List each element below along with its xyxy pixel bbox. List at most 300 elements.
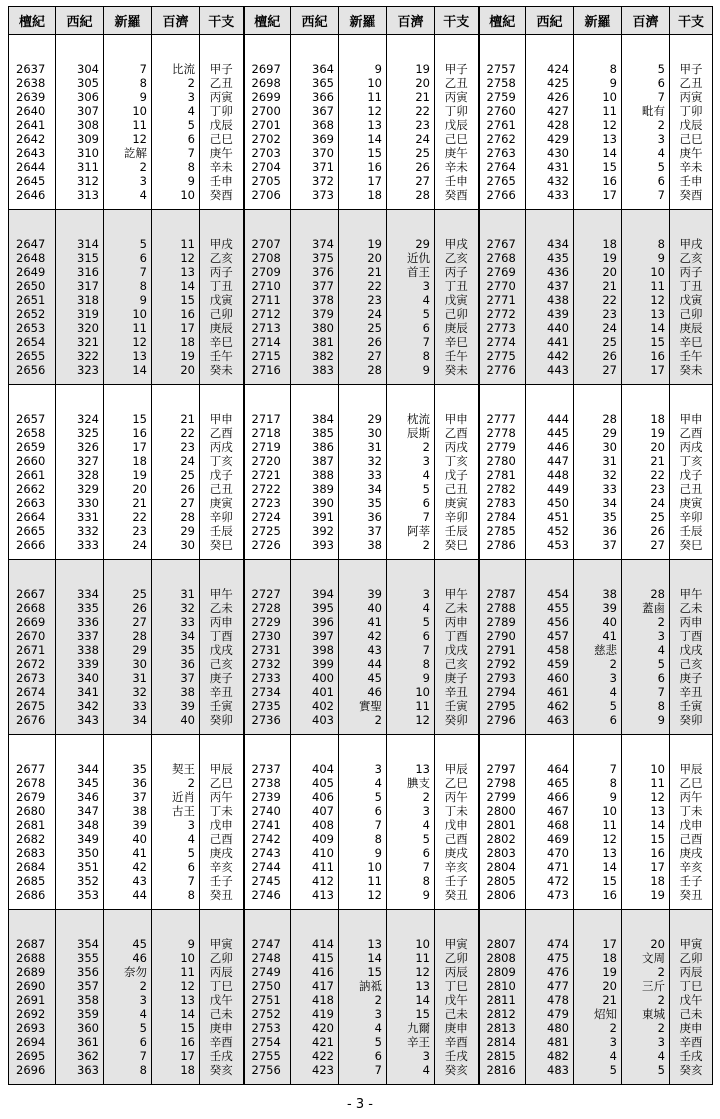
table-cell: 4	[152, 832, 200, 846]
table-row	[9, 188, 713, 202]
table-cell: 10	[152, 951, 200, 965]
table-cell: 10	[574, 804, 622, 818]
table-cell: 21	[339, 265, 387, 279]
table-cell: 2812	[479, 1007, 526, 1021]
table-cell: 2702	[244, 132, 291, 146]
table-cell: 蓋鹵	[622, 601, 670, 615]
table-cell: 24	[339, 307, 387, 321]
page-number: - 3 -	[347, 1097, 373, 1112]
table-cell: 甲辰	[670, 762, 713, 776]
table-cell: 2641	[9, 118, 56, 132]
table-cell: 406	[291, 790, 339, 804]
table-cell: 丁丑	[435, 279, 479, 293]
table-cell: 己丑	[670, 482, 713, 496]
table-cell: 452	[526, 524, 574, 538]
table-cell: 336	[56, 615, 104, 629]
table-cell: 2653	[9, 321, 56, 335]
table-cell: 381	[291, 335, 339, 349]
table-cell: 13	[387, 762, 435, 776]
table-cell: 28	[339, 363, 387, 377]
table-cell: 三斤	[622, 979, 670, 993]
table-cell: 400	[291, 671, 339, 685]
table-cell: 2645	[9, 174, 56, 188]
table-row	[9, 349, 713, 363]
table-cell: 2689	[9, 965, 56, 979]
table-cell: 317	[56, 279, 104, 293]
table-cell: 18	[339, 188, 387, 202]
table-cell: 367	[291, 104, 339, 118]
table-cell: 28	[574, 412, 622, 426]
table-cell: 2691	[9, 993, 56, 1007]
table-row	[9, 601, 713, 615]
table-cell: 2	[387, 538, 435, 552]
table-cell: 12	[387, 713, 435, 727]
table-cell: 2	[152, 776, 200, 790]
table-cell: 333	[56, 538, 104, 552]
table-cell: 壬寅	[670, 699, 713, 713]
table-cell: 九爾	[387, 1021, 435, 1035]
table-cell: 12	[152, 979, 200, 993]
table-cell: 2697	[244, 62, 291, 76]
table-cell: 394	[291, 587, 339, 601]
table-cell: 2652	[9, 307, 56, 321]
table-cell: 2681	[9, 818, 56, 832]
table-cell: 2786	[479, 538, 526, 552]
table-cell: 454	[526, 587, 574, 601]
table-cell: 13	[387, 979, 435, 993]
table-cell: 東城	[622, 1007, 670, 1021]
table-cell: 39	[152, 699, 200, 713]
table-cell: 2644	[9, 160, 56, 174]
table-cell: 33	[152, 615, 200, 629]
table-cell: 2807	[479, 937, 526, 951]
table-cell: 376	[291, 265, 339, 279]
table-cell: 甲辰	[435, 762, 479, 776]
table-cell: 戊辰	[200, 118, 244, 132]
table-cell: 8	[387, 657, 435, 671]
table-cell: 2684	[9, 860, 56, 874]
table-cell: 丁丑	[670, 279, 713, 293]
table-cell: 3	[152, 818, 200, 832]
table-cell: 27	[387, 174, 435, 188]
table-cell: 2650	[9, 279, 56, 293]
column-header: 檀紀	[9, 7, 56, 35]
table-cell: 庚午	[670, 146, 713, 160]
table-cell: 360	[56, 1021, 104, 1035]
table-cell: 2711	[244, 293, 291, 307]
table-cell: 3	[574, 671, 622, 685]
table-cell: 2810	[479, 979, 526, 993]
table-cell: 24	[574, 321, 622, 335]
table-cell: 己巳	[200, 132, 244, 146]
table-cell: 阿莘	[387, 524, 435, 538]
table-cell: 21	[574, 993, 622, 1007]
table-cell: 2713	[244, 321, 291, 335]
table-cell: 3	[574, 1035, 622, 1049]
table-cell: 412	[291, 874, 339, 888]
table-cell: 15	[574, 160, 622, 174]
table-cell: 乙丑	[435, 76, 479, 90]
table-cell: 369	[291, 132, 339, 146]
table-cell: 2772	[479, 307, 526, 321]
table-cell: 辛卯	[670, 510, 713, 524]
table-cell: 32	[339, 454, 387, 468]
table-cell: 文周	[622, 951, 670, 965]
table-cell: 6	[339, 804, 387, 818]
table-cell: 340	[56, 671, 104, 685]
table-cell: 22	[104, 510, 152, 524]
table-cell: 丙子	[435, 265, 479, 279]
table-cell: 己酉	[435, 832, 479, 846]
table-cell: 13	[622, 307, 670, 321]
table-cell: 壬午	[200, 349, 244, 363]
table-cell: 癸亥	[670, 1063, 713, 1077]
table-cell: 35	[339, 496, 387, 510]
table-cell: 2709	[244, 265, 291, 279]
row-block	[9, 735, 713, 910]
table-cell: 5	[339, 790, 387, 804]
table-cell: 庚子	[200, 671, 244, 685]
table-cell: 26	[152, 482, 200, 496]
table-cell: 28	[104, 629, 152, 643]
table-cell: 丁酉	[670, 629, 713, 643]
table-cell: 辛未	[435, 160, 479, 174]
table-cell: 12	[622, 293, 670, 307]
table-cell: 449	[526, 482, 574, 496]
table-cell: 2767	[479, 237, 526, 251]
table-cell: 甲午	[200, 587, 244, 601]
table-cell: 3	[152, 90, 200, 104]
table-cell: 乙酉	[435, 426, 479, 440]
table-cell: 476	[526, 965, 574, 979]
table-cell: 469	[526, 832, 574, 846]
table-cell: 327	[56, 454, 104, 468]
table-cell: 2765	[479, 174, 526, 188]
table-cell: 31	[152, 587, 200, 601]
table-cell: 甲寅	[435, 937, 479, 951]
table-cell: 2646	[9, 188, 56, 202]
table-cell: 391	[291, 510, 339, 524]
table-cell: 2744	[244, 860, 291, 874]
table-cell: 甲申	[435, 412, 479, 426]
table-cell: 4	[387, 1063, 435, 1077]
table-row	[9, 76, 713, 90]
table-cell: 9	[574, 76, 622, 90]
table-cell: 4	[387, 818, 435, 832]
table-cell: 5	[574, 699, 622, 713]
table-cell: 14	[339, 951, 387, 965]
table-row	[9, 1035, 713, 1049]
row-block	[9, 910, 713, 1085]
table-cell: 2639	[9, 90, 56, 104]
table-cell: 4	[622, 643, 670, 657]
table-cell: 415	[291, 951, 339, 965]
table-cell: 15	[104, 412, 152, 426]
table-cell: 6	[622, 174, 670, 188]
table-cell: 26	[339, 335, 387, 349]
table-row	[9, 62, 713, 76]
table-cell: 420	[291, 1021, 339, 1035]
table-cell: 9	[622, 713, 670, 727]
table-cell: 壬寅	[435, 699, 479, 713]
table-cell: 31	[574, 454, 622, 468]
table-cell: 4	[387, 468, 435, 482]
table-cell: 辛亥	[670, 860, 713, 874]
table-cell: 7	[387, 510, 435, 524]
table-row	[9, 160, 713, 174]
table-cell: 408	[291, 818, 339, 832]
table-cell: 6	[152, 860, 200, 874]
table-cell: 2752	[244, 1007, 291, 1021]
table-cell: 31	[104, 671, 152, 685]
table-cell: 10	[339, 860, 387, 874]
table-cell: 46	[104, 951, 152, 965]
table-cell: 33	[104, 699, 152, 713]
table-cell: 2791	[479, 643, 526, 657]
table-cell: 2784	[479, 510, 526, 524]
table-cell: 壬戌	[670, 1049, 713, 1063]
table-cell: 9	[387, 888, 435, 902]
table-cell: 321	[56, 335, 104, 349]
table-cell: 5	[152, 118, 200, 132]
table-cell: 庚戌	[435, 846, 479, 860]
table-cell: 2773	[479, 321, 526, 335]
table-cell: 5	[339, 1035, 387, 1049]
column-header: 新羅	[104, 7, 152, 35]
table-cell: 8	[104, 1063, 152, 1077]
table-cell: 丙戌	[200, 440, 244, 454]
table-cell: 癸未	[200, 363, 244, 377]
table-cell: 2677	[9, 762, 56, 776]
table-cell: 4	[622, 146, 670, 160]
table-cell: 448	[526, 468, 574, 482]
table-cell: 訥祗	[339, 979, 387, 993]
year-table	[8, 6, 713, 1085]
table-cell: 5	[622, 160, 670, 174]
table-cell: 2716	[244, 363, 291, 377]
table-cell: 己亥	[670, 657, 713, 671]
table-cell: 447	[526, 454, 574, 468]
table-cell: 2740	[244, 804, 291, 818]
table-cell: 辛丑	[670, 685, 713, 699]
table-cell: 28	[152, 510, 200, 524]
table-row	[9, 818, 713, 832]
table-cell: 38	[152, 685, 200, 699]
table-cell: 418	[291, 993, 339, 1007]
table-cell: 421	[291, 1035, 339, 1049]
table-cell: 20	[387, 76, 435, 90]
table-cell: 445	[526, 426, 574, 440]
table-cell: 癸丑	[435, 888, 479, 902]
table-cell: 2659	[9, 440, 56, 454]
table-cell: 405	[291, 776, 339, 790]
table-cell: 乙卯	[670, 951, 713, 965]
table-cell: 314	[56, 237, 104, 251]
table-cell: 8	[104, 76, 152, 90]
table-cell: 316	[56, 265, 104, 279]
table-cell: 18	[574, 951, 622, 965]
table-cell: 乙丑	[200, 76, 244, 90]
table-cell: 9	[622, 251, 670, 265]
table-cell: 2746	[244, 888, 291, 902]
table-cell: 2797	[479, 762, 526, 776]
table-cell: 毗有	[622, 104, 670, 118]
table-cell: 丁卯	[200, 104, 244, 118]
table-row	[9, 496, 713, 510]
table-cell: 7	[104, 265, 152, 279]
table-row	[9, 937, 713, 951]
table-cell: 10	[387, 937, 435, 951]
table-cell: 437	[526, 279, 574, 293]
table-cell: 癸酉	[200, 188, 244, 202]
table-cell: 2648	[9, 251, 56, 265]
table-cell: 甲子	[670, 62, 713, 76]
table-cell: 307	[56, 104, 104, 118]
table-cell: 417	[291, 979, 339, 993]
table-cell: 45	[339, 671, 387, 685]
table-cell: 29	[339, 412, 387, 426]
table-cell: 丙午	[670, 790, 713, 804]
table-cell: 14	[104, 363, 152, 377]
table-cell: 368	[291, 118, 339, 132]
table-row	[9, 524, 713, 538]
table-cell: 乙丑	[670, 76, 713, 90]
table-cell: 2703	[244, 146, 291, 160]
table-cell: 2700	[244, 104, 291, 118]
table-cell: 458	[526, 643, 574, 657]
table-cell: 壬午	[670, 349, 713, 363]
table-cell: 2688	[9, 951, 56, 965]
table-row	[9, 951, 713, 965]
table-cell: 326	[56, 440, 104, 454]
table-cell: 2816	[479, 1063, 526, 1077]
table-cell: 庚午	[200, 146, 244, 160]
table-cell: 2	[622, 118, 670, 132]
table-cell: 丙戌	[435, 440, 479, 454]
table-cell: 4	[104, 188, 152, 202]
table-cell: 2753	[244, 1021, 291, 1035]
table-cell: 2657	[9, 412, 56, 426]
table-row	[9, 482, 713, 496]
table-cell: 355	[56, 951, 104, 965]
table-cell: 2798	[479, 776, 526, 790]
table-cell: 7	[104, 62, 152, 76]
table-cell: 己丑	[435, 482, 479, 496]
table-cell: 12	[104, 335, 152, 349]
table-cell: 戊辰	[670, 118, 713, 132]
table-cell: 2717	[244, 412, 291, 426]
column-header: 干支	[670, 7, 713, 35]
table-cell: 辛丑	[200, 685, 244, 699]
table-cell: 25	[104, 587, 152, 601]
table-cell: 3	[339, 1007, 387, 1021]
table-cell: 2686	[9, 888, 56, 902]
table-cell: 丙子	[670, 265, 713, 279]
table-cell: 328	[56, 468, 104, 482]
table-cell: 362	[56, 1049, 104, 1063]
table-cell: 441	[526, 335, 574, 349]
table-cell: 壬申	[435, 174, 479, 188]
table-row	[9, 699, 713, 713]
table-cell: 壬子	[435, 874, 479, 888]
table-cell: 443	[526, 363, 574, 377]
table-cell: 2808	[479, 951, 526, 965]
table-cell: 11	[104, 118, 152, 132]
table-cell: 28	[622, 587, 670, 601]
table-cell: 347	[56, 804, 104, 818]
table-cell: 363	[56, 1063, 104, 1077]
table-cell: 2755	[244, 1049, 291, 1063]
table-cell: 457	[526, 629, 574, 643]
table-cell: 庚辰	[670, 321, 713, 335]
table-cell: 2815	[479, 1049, 526, 1063]
table-cell: 478	[526, 993, 574, 1007]
table-cell: 甲戌	[200, 237, 244, 251]
table-cell: 311	[56, 160, 104, 174]
table-cell: 丁未	[670, 804, 713, 818]
table-cell: 4	[339, 1021, 387, 1035]
table-cell: 414	[291, 937, 339, 951]
table-cell: 16	[574, 174, 622, 188]
table-cell: 21	[152, 412, 200, 426]
table-cell: 9	[104, 90, 152, 104]
table-cell: 36	[104, 776, 152, 790]
table-cell: 40	[574, 615, 622, 629]
table-cell: 444	[526, 412, 574, 426]
table-cell: 38	[339, 538, 387, 552]
table-row	[9, 1021, 713, 1035]
table-cell: 409	[291, 832, 339, 846]
table-cell: 2727	[244, 587, 291, 601]
table-cell: 35	[104, 762, 152, 776]
table-cell: 470	[526, 846, 574, 860]
table-cell: 335	[56, 601, 104, 615]
table-cell: 429	[526, 132, 574, 146]
table-cell: 425	[526, 76, 574, 90]
table-cell: 甲午	[435, 587, 479, 601]
table-cell: 己未	[200, 1007, 244, 1021]
table-cell: 甲寅	[200, 937, 244, 951]
table-row	[9, 888, 713, 902]
table-cell: 2665	[9, 524, 56, 538]
table-cell: 2708	[244, 251, 291, 265]
table-cell: 丙辰	[670, 965, 713, 979]
table-cell: 2675	[9, 699, 56, 713]
table-cell: 21	[622, 454, 670, 468]
table-cell: 399	[291, 657, 339, 671]
table-row	[9, 510, 713, 524]
table-cell: 383	[291, 363, 339, 377]
table-cell: 炤知	[574, 1007, 622, 1021]
table-cell: 癸酉	[435, 188, 479, 202]
table-cell: 庚寅	[670, 496, 713, 510]
table-cell: 324	[56, 412, 104, 426]
table-cell: 2706	[244, 188, 291, 202]
table-cell: 20	[152, 363, 200, 377]
table-cell: 丙寅	[435, 90, 479, 104]
table-cell: 丁巳	[435, 979, 479, 993]
table-cell: 乙亥	[670, 251, 713, 265]
table-cell: 2776	[479, 363, 526, 377]
table-cell: 30	[339, 426, 387, 440]
table-cell: 8	[574, 62, 622, 76]
table-cell: 23	[152, 440, 200, 454]
table-cell: 15	[574, 874, 622, 888]
table-cell: 癸卯	[435, 713, 479, 727]
table-row	[9, 713, 713, 727]
table-cell: 15	[339, 965, 387, 979]
table-cell: 17	[152, 1049, 200, 1063]
